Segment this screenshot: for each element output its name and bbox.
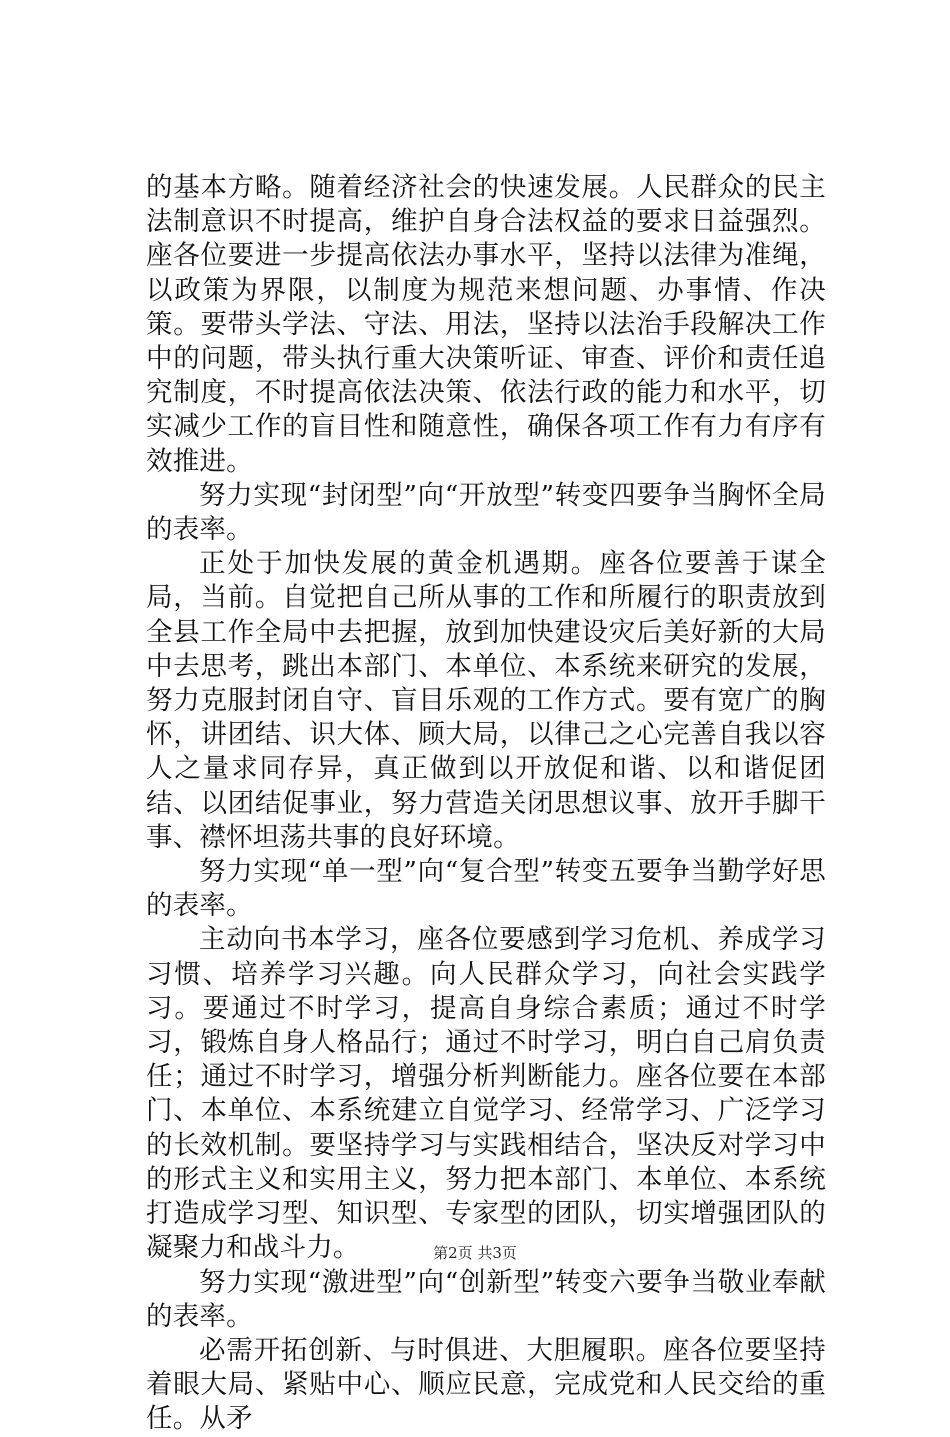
heading-diligent-study: 努力实现“单一型”向“复合型”转变五要争当勤学好思的表率。 bbox=[146, 856, 826, 922]
paragraph-learning: 主动向书本学习，座各位要感到学习危机、养成学习习惯、培养学习兴趣。向人民群众学习，向社会实践学习。要通过不时学习，提高自身综合素质；通过不时学习，锻炼自身人格品行；通过不时学习，明白自己肩负责任；通过不时学习，增强分析判断能力。座各位要在本部门、本单位、本系统建立自觉学习、经常学习、广泛学习的长效机制。要坚持学习与实践相结合，坚决反对学习中的形式主义和实用主义，努力把本部门、本单位、本系统打造成学习型、知识型、专家型的团队，切实增强团队的凝聚力和战斗力。 bbox=[146, 924, 826, 1264]
page-footer bbox=[0, 1243, 950, 1263]
paragraph-rule-of-law: 的基本方略。随着经济社会的快速发展。人民群众的民主法制意识不时提高，维护自身合法权益的要求日益强烈。座各位要进一步提高依法办事水平，坚持以法律为准绳，以政策为界限，以制度为规范来想问题、办事情、作决策。要带头学法、守法、用法，坚持以法治手段解决工作中的问题，带头执行重大决策听证、审查、评价和责任追究制度，不时提高依法决策、依法行政的能力和水平，切实减少工作的盲目性和随意性，确保各项工作有力有序有效推进。 bbox=[146, 172, 826, 477]
paragraph-innovation: 必需开拓创新、与时俱进、大胆履职。座各位要坚持着眼大局、紧贴中心、顺应民意，完成党和人民交给的重任。从矛 bbox=[146, 1334, 826, 1435]
heading-dedication: 努力实现“激进型”向“创新型”转变六要争当敬业奉献的表率。 bbox=[146, 1266, 826, 1332]
paragraph-overall-situation: 正处于加快发展的黄金机遇期。座各位要善于谋全局，当前。自觉把自己所从事的工作和所履行的职责放到全县工作全局中去把握，放到加快建设灾后美好新的大局中去思考，跳出本部门、本单位、本系统来研究的发展，努力克服封闭自守、盲目乐观的工作方式。要有宽广的胸怀，讲团结、识大体、顾大局，以律己之心完善自我以容人之量求同存异，真正做到以开放促和谐、以和谐促团结、以团结促事业，努力营造关闭思想议事、放开手脚干事、襟怀坦荡共事的良好环境。 bbox=[146, 548, 826, 853]
page-number-label: 第2页 共3页 bbox=[433, 1244, 517, 1262]
heading-open-mindset: 努力实现“封闭型”向“开放型”转变四要争当胸怀全局的表率。 bbox=[146, 479, 826, 546]
